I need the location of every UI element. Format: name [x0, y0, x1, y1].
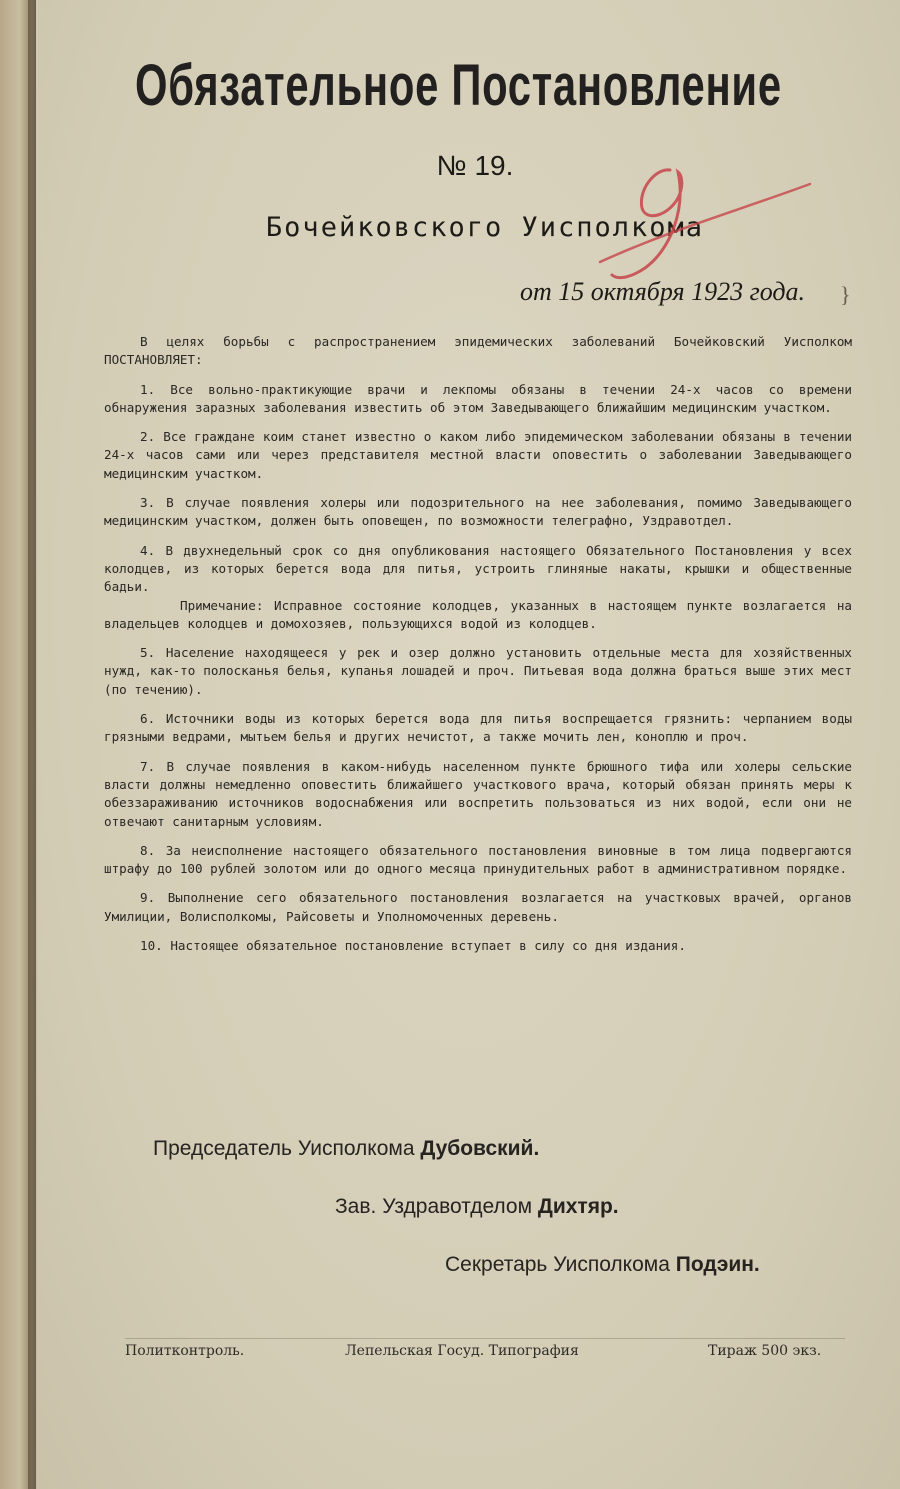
clause-4: 4. В двухнедельный срок со дня опубликования настоящего Обязательного Постановления у всех колодцев, из которых берется вода для питья, устроить глиняные накаты, крышки и общественные бадьи. [104, 542, 852, 595]
clause-6: 6. Источники воды из которых берется вода для питья воспрещается грязнить: черпанием воды грязными ведрами, мытьем белья и других нечистот, а также мочить лен, коноплю и проч. [104, 711, 852, 745]
clause-3: 3. В случае появления холеры или подозрительного на нее заболевания, помимо Заведывающего медицинским участком, должен быть оповещен, по возможности телеграфно, Уздравотдел. [104, 495, 852, 529]
signature-name: Дихтяр. [537, 1195, 619, 1218]
clause-5: 5. Население находящееся у рек и озер должно установить отдельные места для хозяйственных нужд, как-то полосканья белья, купанья лошадей и проч. Питьевая вода должна браться выше этих мест (по течению). [104, 645, 852, 697]
document-number: № 19. [436, 150, 514, 181]
signature-role: Зав. Уздравотделом [335, 1195, 533, 1218]
clause-1: 1. Все вольно-практикующие врачи и лекпомы обязаны в течении 24-х часов со времени обнаружения заразных заболевания известить об этом Заведывающего ближайшим медицинским участком. [104, 381, 852, 415]
preamble: В целях борьбы с распространением эпидемических заболеваний Бочейковский Уисполком ПОСТАНОВЛЯЕТ: [104, 334, 852, 368]
clause-4-note: Примечание: Исправное состояние колодцев, указанных в настоящем пункте возлагается на владельцев колодцев и домохозяев, пользующихся водой из колодцев. [104, 597, 852, 631]
signature-health-head [335, 1195, 619, 1219]
signature-name: Дубовский. [420, 1137, 540, 1160]
footer-print-run: Тираж 500 экз. [708, 1343, 822, 1359]
document-body [104, 333, 852, 966]
signature-role: Председатель Уисполкома [153, 1137, 415, 1160]
footer-censor: Политконтроль. [125, 1343, 245, 1359]
signature-role: Секретарь Уисполкома [445, 1253, 670, 1276]
clause-9: 9. Выполнение сего обязательного постановления возлагается на участковых врачей, органов Умилиции, Волисполкомы, Райсоветы и Уполномоченных деревень. [104, 890, 852, 924]
margin-mark: } [840, 282, 851, 307]
signature-chairman [153, 1137, 539, 1161]
issuing-authority: Бочейковского Уисполкома [265, 212, 705, 243]
signature-name: Подэин. [675, 1253, 760, 1276]
clause-7: 7. В случае появления в каком-нибудь населенном пункте брюшного тифа или холеры сельские власти должны немедленно оповестить ближайшего участкового врача, который обязан принять меры к обеззараживанию источников водоснабжения или воспретить пользоваться из них водой, если они не отвечают санитарным условиям. [104, 758, 852, 829]
signature-secretary [445, 1253, 760, 1277]
clause-2: 2. Все граждане коим станет известно о каком либо эпидемическом заболевании обязаны в течении 24-х часов сами или через представителя местной власти оповестить о заболевании Заведывающего медицинским участком. [104, 429, 852, 481]
clause-10: 10. Настоящее обязательное постановление вступает в силу со дня издания. [140, 938, 686, 954]
document-title: Обязательное Постановление [135, 53, 782, 118]
document-date: от 15 октября 1923 года. [520, 277, 806, 306]
footer-divider [125, 1338, 845, 1339]
footer-printer: Лепельская Госуд. Типография [345, 1343, 579, 1359]
clause-8: 8. За неисполнение настоящего обязательного постановления виновные в том лица подвергаются штрафу до 100 рублей золотом или до одного месяца принудительных работ в административном порядке. [104, 842, 852, 877]
